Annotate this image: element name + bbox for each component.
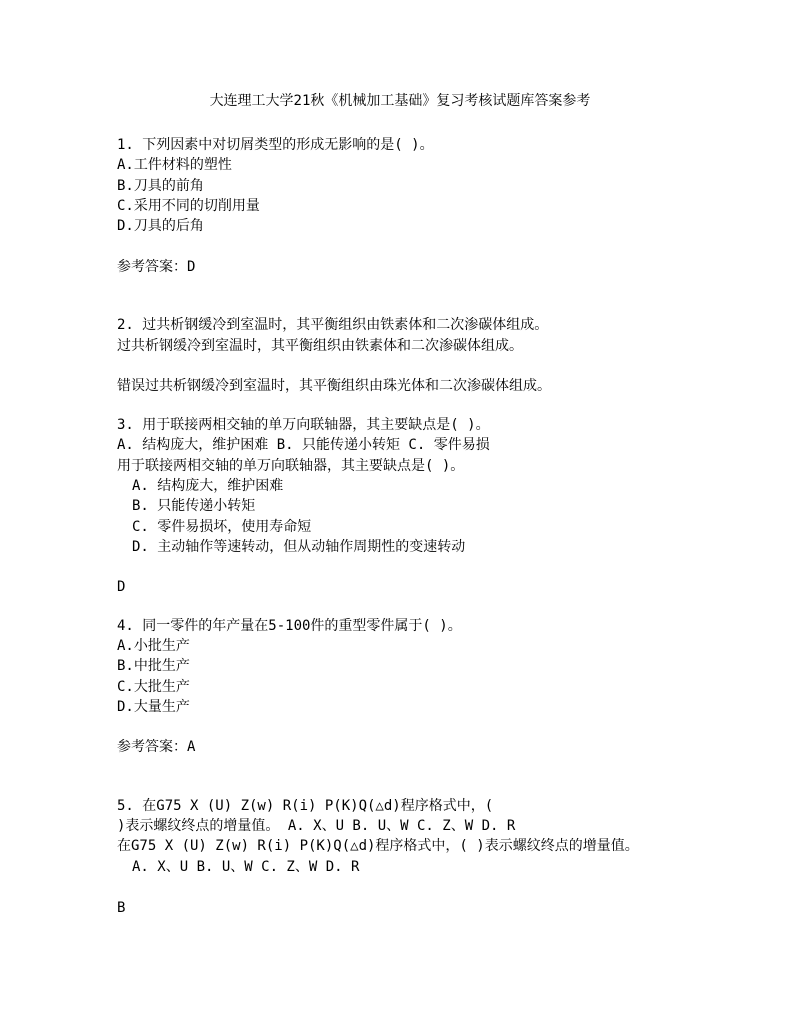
question-2-restated: 过共析钢缓冷到室温时，其平衡组织由铁素体和二次渗碳体组成。 [117, 338, 523, 354]
question-1-answer: 参考答案：D [117, 259, 196, 275]
question-1-option-c: C.采用不同的切削用量 [117, 198, 260, 214]
question-1-option-d: D.刀具的后角 [117, 218, 204, 234]
question-3-option-a: A. 结构庞大，维护困难 [132, 478, 284, 494]
question-5-stem-line-1: 5. 在G75 X (U) Z(w) R(i) P(K)Q(△d)程序格式中，( [117, 798, 494, 814]
question-4-option-a: A.小批生产 [117, 638, 190, 654]
question-1-option-a: A.工件材料的塑性 [117, 157, 232, 173]
question-5-restated: 在G75 X (U) Z(w) R(i) P(K)Q(△d)程序格式中，( )表示螺纹终点的增量值。 [117, 838, 639, 854]
document-title: 大连理工大学21秋《机械加工基础》复习考核试题库答案参考 [209, 93, 591, 109]
question-1-option-b: B.刀具的前角 [117, 178, 204, 194]
question-4-answer: 参考答案：A [117, 739, 196, 755]
question-4-option-c: C.大批生产 [117, 679, 190, 695]
question-5-answer: B [117, 900, 126, 916]
question-3-option-b: B. 只能传递小转矩 [132, 498, 256, 514]
question-1-stem: 1. 下列因素中对切屑类型的形成无影响的是( )。 [117, 137, 434, 153]
question-3-inline-options: A. 结构庞大，维护困难 B. 只能传递小转矩 C. 零件易损 [117, 437, 490, 453]
question-3-stem: 3. 用于联接两相交轴的单万向联轴器，其主要缺点是( )。 [117, 417, 490, 433]
question-3-option-c: C. 零件易损坏，使用寿命短 [132, 519, 312, 535]
question-3-restated: 用于联接两相交轴的单万向联轴器，其主要缺点是( )。 [117, 458, 465, 474]
question-5-stem-line-2: )表示螺纹终点的增量值。 A. X、U B. U、W C. Z、W D. R [117, 818, 516, 834]
question-4-option-b: B.中批生产 [117, 658, 190, 674]
question-4-option-d: D.大量生产 [117, 699, 190, 715]
question-5-inline-options: A. X、U B. U、W C. Z、W D. R [132, 859, 360, 875]
question-3-option-d: D. 主动轴作等速转动，但从动轴作周期性的变速转动 [132, 539, 466, 555]
question-2-answer: 错误过共析钢缓冷到室温时，其平衡组织由珠光体和二次渗碳体组成。 [117, 378, 551, 394]
question-4-stem: 4. 同一零件的年产量在5-100件的重型零件属于( )。 [117, 618, 462, 634]
question-3-answer: D [117, 579, 126, 595]
question-2-stem: 2. 过共析钢缓冷到室温时，其平衡组织由铁素体和二次渗碳体组成。 [117, 317, 549, 333]
